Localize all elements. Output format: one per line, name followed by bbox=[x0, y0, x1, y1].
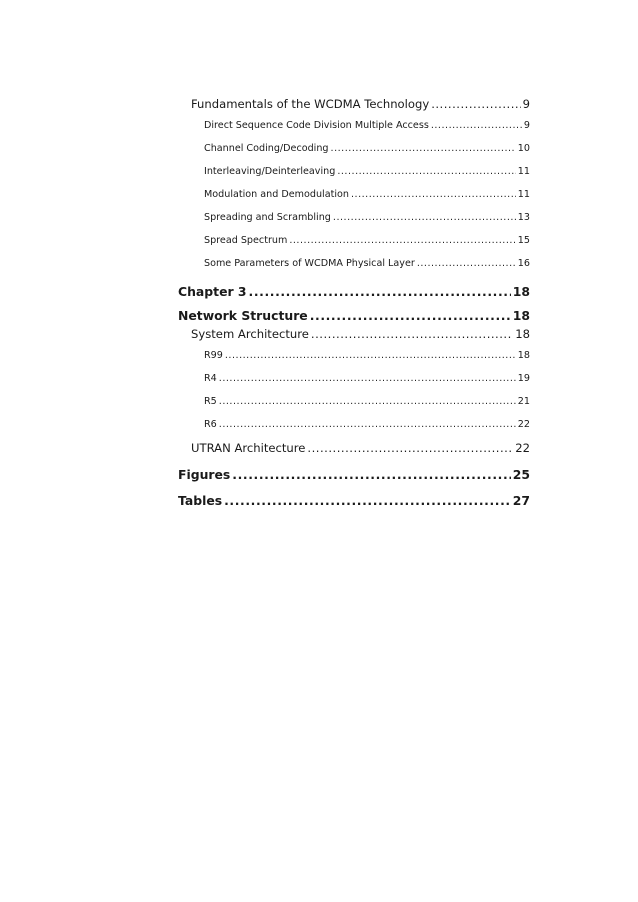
toc-entry-label: Spreading and Scrambling bbox=[204, 212, 331, 223]
toc-page-number: 11 bbox=[517, 189, 530, 200]
toc-leader-dots bbox=[351, 189, 516, 200]
toc-entry-label: System Architecture bbox=[191, 327, 309, 341]
toc-leader-dots bbox=[417, 258, 516, 269]
toc-entry-r99[interactable] bbox=[204, 350, 530, 361]
toc-entry-figures[interactable] bbox=[178, 467, 530, 482]
toc-leader-dots bbox=[232, 467, 510, 482]
toc-entry-label: Modulation and Demodulation bbox=[204, 189, 349, 200]
toc-leader-dots bbox=[225, 350, 516, 361]
toc-leader-dots bbox=[431, 97, 520, 111]
toc-entry-network-structure[interactable] bbox=[178, 308, 530, 323]
toc-leader-dots bbox=[289, 235, 515, 246]
toc-page-number: 11 bbox=[517, 166, 530, 177]
toc-entry-label: R5 bbox=[204, 396, 217, 407]
toc-entry-modulation[interactable] bbox=[204, 189, 530, 200]
toc-entry-dscdma[interactable] bbox=[204, 120, 530, 131]
toc-leader-dots bbox=[337, 166, 515, 177]
toc-entry-utran-architecture[interactable] bbox=[191, 441, 530, 455]
toc-entry-label: Spread Spectrum bbox=[204, 235, 288, 246]
toc-entry-label: Chapter 3 bbox=[178, 284, 247, 299]
toc-page-number: 25 bbox=[512, 467, 530, 482]
toc-leader-dots bbox=[219, 419, 516, 430]
toc-entry-label: R4 bbox=[204, 373, 217, 384]
toc-page-number: 18 bbox=[512, 284, 530, 299]
toc-leader-dots bbox=[224, 493, 511, 508]
toc-page-number: 18 bbox=[512, 308, 530, 323]
toc-page-number: 27 bbox=[512, 493, 530, 508]
toc-leader-dots bbox=[310, 308, 511, 323]
toc-page-number: 10 bbox=[517, 143, 530, 154]
toc-entry-r4[interactable] bbox=[204, 373, 530, 384]
toc-entry-channel-coding[interactable] bbox=[204, 143, 530, 154]
toc-page-number: 21 bbox=[517, 396, 530, 407]
toc-entry-chapter-3[interactable] bbox=[178, 284, 530, 299]
toc-page-number: 9 bbox=[522, 97, 530, 111]
toc-entry-label: Fundamentals of the WCDMA Technology bbox=[191, 97, 430, 111]
toc-entry-label: Interleaving/Deinterleaving bbox=[204, 166, 336, 177]
toc-entry-r6[interactable] bbox=[204, 419, 530, 430]
toc-entry-r5[interactable] bbox=[204, 396, 530, 407]
toc-leader-dots bbox=[311, 327, 513, 341]
toc-entry-label: Network Structure bbox=[178, 308, 308, 323]
toc-leader-dots bbox=[331, 143, 516, 154]
toc-entry-label: Some Parameters of WCDMA Physical Layer bbox=[204, 258, 415, 269]
toc-page-number: 13 bbox=[517, 212, 530, 223]
toc-leader-dots bbox=[219, 396, 516, 407]
toc-leader-dots bbox=[219, 373, 516, 384]
toc-page-number: 18 bbox=[517, 350, 530, 361]
toc-leader-dots bbox=[249, 284, 511, 299]
toc-page-number: 9 bbox=[523, 120, 530, 131]
toc-entry-interleaving[interactable] bbox=[204, 166, 530, 177]
toc-entry-system-architecture[interactable] bbox=[191, 327, 530, 341]
toc-page-number: 18 bbox=[515, 327, 530, 341]
toc-entry-fundamentals-wcdma[interactable] bbox=[191, 97, 530, 111]
toc-entry-label: R6 bbox=[204, 419, 217, 430]
toc-entry-tables[interactable] bbox=[178, 493, 530, 508]
toc-page-number: 19 bbox=[517, 373, 530, 384]
toc-entry-label: R99 bbox=[204, 350, 223, 361]
toc-entry-label: Tables bbox=[178, 493, 223, 508]
toc-entry-label: Figures bbox=[178, 467, 231, 482]
toc-entry-spreading[interactable] bbox=[204, 212, 530, 223]
toc-page-number: 22 bbox=[517, 419, 530, 430]
toc-leader-dots bbox=[431, 120, 522, 131]
toc-entry-spread-spectrum[interactable] bbox=[204, 235, 530, 246]
toc-page-number: 22 bbox=[515, 441, 530, 455]
toc-entry-label: Direct Sequence Code Division Multiple Access bbox=[204, 120, 429, 131]
toc-leader-dots bbox=[333, 212, 516, 223]
toc-entry-physical-layer-params[interactable] bbox=[204, 258, 530, 269]
toc-page-number: 15 bbox=[517, 235, 530, 246]
toc-page-number: 16 bbox=[517, 258, 530, 269]
toc-leader-dots bbox=[307, 441, 513, 455]
toc-entry-label: UTRAN Architecture bbox=[191, 441, 306, 455]
toc-entry-label: Channel Coding/Decoding bbox=[204, 143, 329, 154]
